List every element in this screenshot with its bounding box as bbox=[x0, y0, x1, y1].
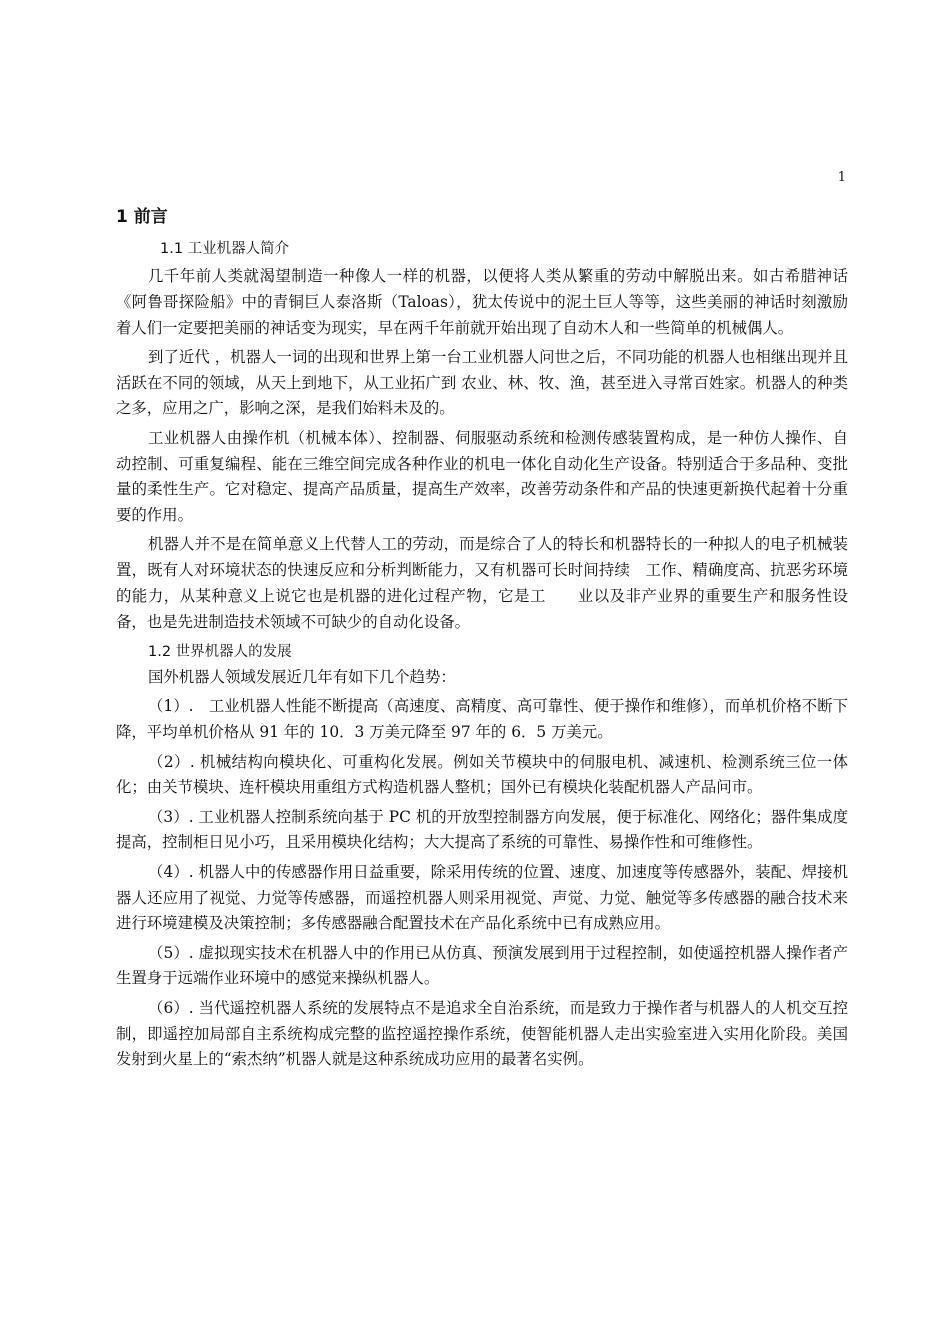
paragraph: 工业机器人由操作机（机械本体）、控制器、伺服驱动系统和检测传感装置构成，是一种仿人操作、自动控制、可重复编程、能在三维空间完成各种作业的机电一体化自动化生产设备。特别适合于多品种、变批量的柔性生产。它对稳定、提高产品质量，提高生产效率，改善劳动条件和产品的快速更新换代起着十分重要的作用。 bbox=[116, 428, 848, 525]
trend-item-6: （6）. 当代遥控机器人系统的发展特点不是追求全自治系统，而是致力于操作者与机器人的人机交互控制，即遥控加局部自主系统构成完整的监控遥控操作系统，使智能机器人走出实验室进入实用化阶段。美国发射到火星上的“索杰纳”机器人就是这种系统成功应用的最著名实例。 bbox=[116, 998, 848, 1069]
trend-item-4: （4）. 机器人中的传感器作用日益重要，除采用传统的位置、速度、加速度等传感器外，装配、焊接机器人还应用了视觉、力觉等传感器，而遥控机器人则采用视觉、声觉、力觉、触觉等多传感器的融合技术来进行环境建模及决策控制；多传感器融合配置技术在产品化系统中已有成熟应用。 bbox=[116, 862, 848, 933]
paragraph: 几千年前人类就渴望制造一种像人一样的机器，以便将人类从繁重的劳动中解脱出来。如古希腊神话《阿鲁哥探险船》中的青铜巨人泰洛斯（Taloas），犹太传说中的泥土巨人等等，这些美丽的神话时刻激励着人们一定要把美丽的神话变为现实，早在两千年前就开始出现了自动木人和一些简单的机械偶人。 bbox=[116, 267, 848, 337]
paragraph: 到了近代 ，机器人一词的出现和世界上第一台工业机器人问世之后，不同功能的机器人也相继出现并且活跃在不同的领域，从天上到地下，从工业拓广到 农业、林、牧、渔，甚至进入寻常百姓家。机器人的种类之多，应用之广，影响之深，是我们始料未及的。 bbox=[116, 347, 848, 418]
trend-item-1: （1）. 工业机器人性能不断提高（高速度、高精度、高可靠性、便于操作和维修），而单机价格不断下降，平均单机价格从 91 年的 10．3 万美元降至 97 年的 6．5 万美元。 bbox=[116, 697, 848, 742]
subsection-heading-1-2: 1.2 世界机器人的发展 bbox=[148, 644, 292, 661]
trend-item-2: （2）. 机械结构向模块化、可重构化发展。例如关节模块中的伺服电机、减速机、检测系统三位一体化；由关节模块、连杆模块用重组方式构造机器人整机；国外已有模块化装配机器人产品问市。 bbox=[116, 752, 848, 797]
trend-item-5: （5）. 虚拟现实技术在机器人中的作用已从仿真、预演发展到用于过程控制，如使遥控机器人操作者产生置身于远端作业环境中的感觉来操纵机器人。 bbox=[116, 943, 848, 988]
section-heading: 1 前言 bbox=[116, 207, 168, 227]
page-number: 1 bbox=[837, 170, 846, 185]
paragraph: 机器人并不是在简单意义上代替人工的劳动，而是综合了人的特长和机器特长的一种拟人的电子机械装置，既有人对环境状态的快速反应和分析判断能力，又有机器可长时间持续 工作、精确度高、抗恶劣环境的能力，从某种意义上说它也是机器的进化过程产物，它是工 业以及非产业界的重要生产和服务性设备，也是先进制造技术领域不可缺少的自动化设备。 bbox=[116, 535, 848, 631]
subsection-heading-1-1: 1.1 工业机器人简介 bbox=[160, 241, 290, 257]
page-content bbox=[116, 203, 848, 1077]
paragraph: 国外机器人领域发展近几年有如下几个趋势： bbox=[148, 668, 456, 687]
trend-item-3: （3）. 工业机器人控制系统向基于 PC 机的开放型控制器方向发展，便于标准化、网络化；器件集成度提高，控制柜日见小巧，且采用模块化结构；大大提高了系统的可靠性、易操作性和可维修性。 bbox=[116, 807, 848, 852]
